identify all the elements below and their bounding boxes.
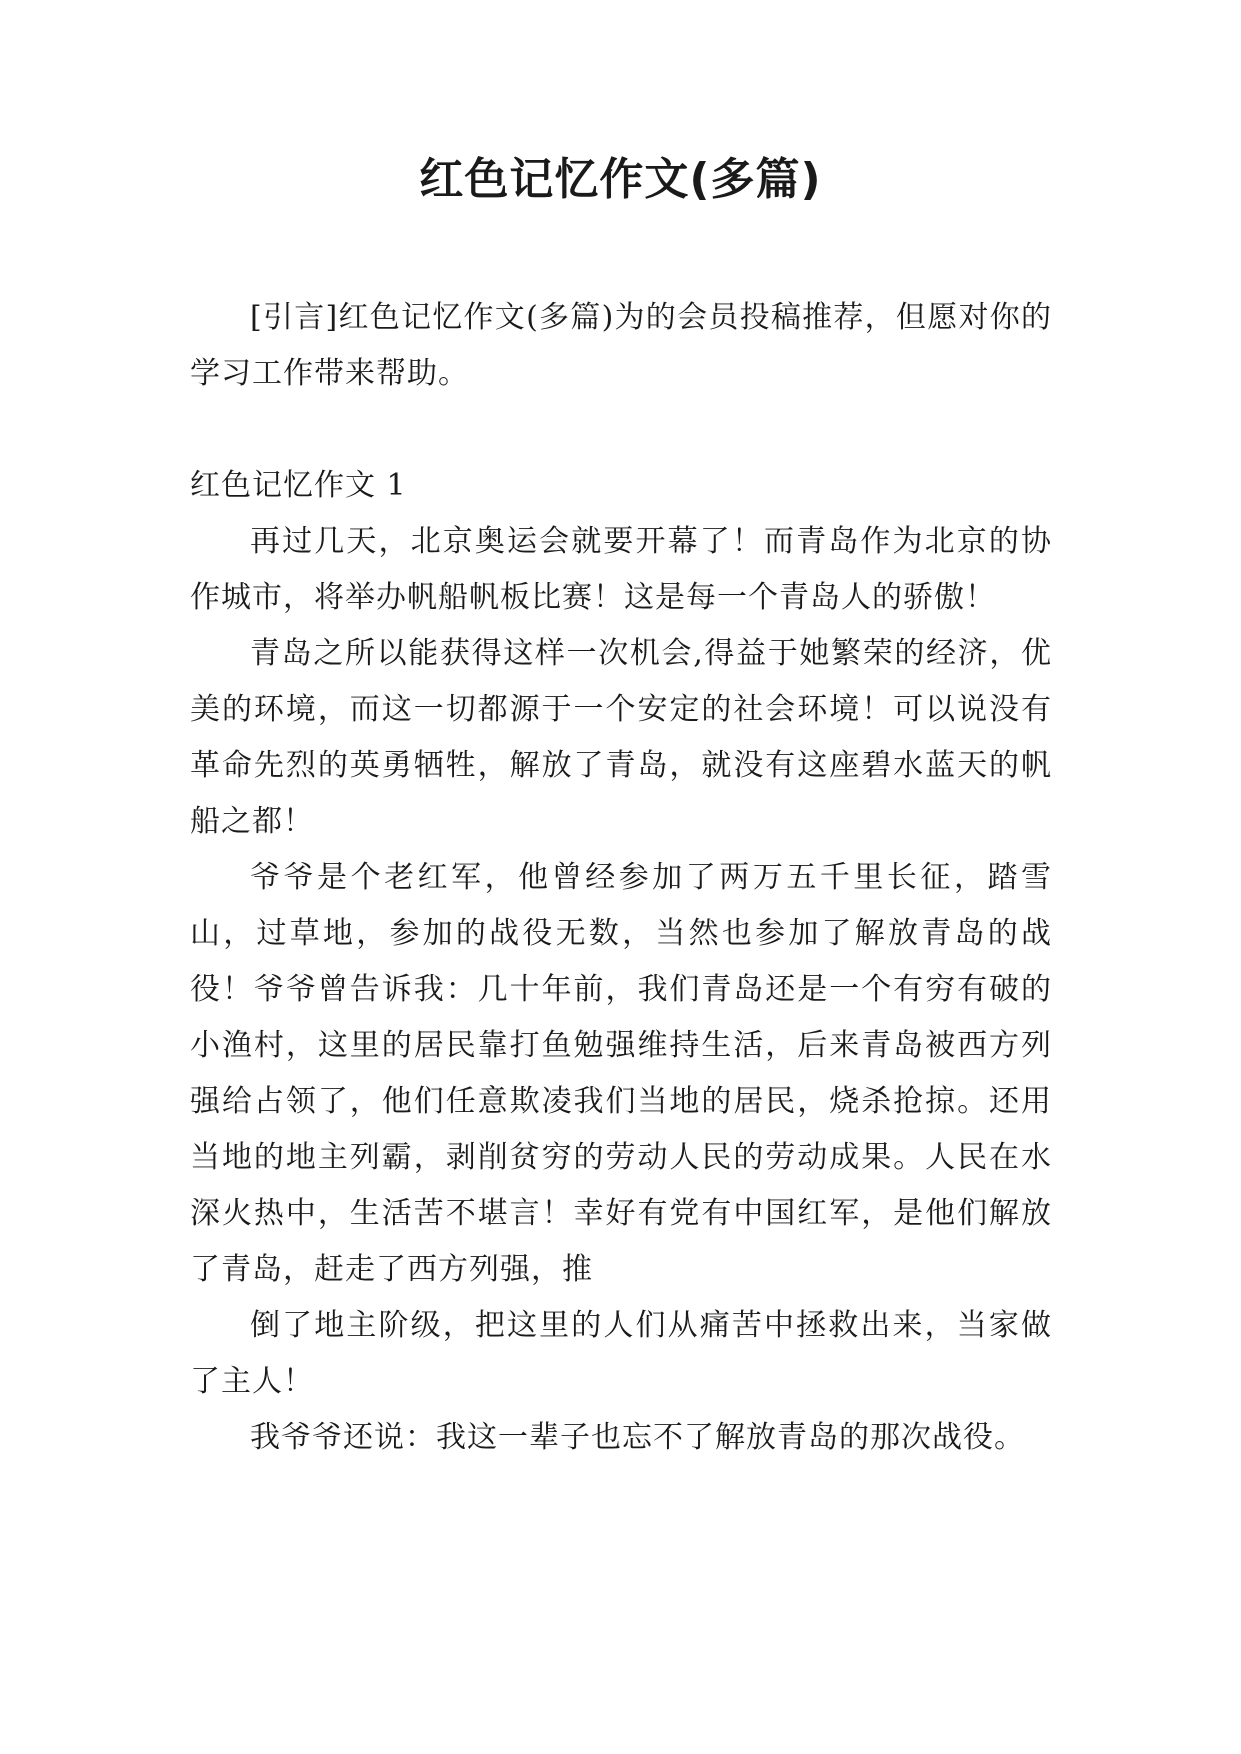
body-paragraph: 青岛之所以能获得这样一次机会,得益于她繁荣的经济，优美的环境，而这一切都源于一个安定的社会环境！可以说没有革命先烈的英勇牺牲，解放了青岛，就没有这座碧水蓝天的帆船之都！ — [190, 636, 1052, 839]
document-title: 红色记忆作文(多篇) — [419, 154, 822, 205]
body-paragraph: 我爷爷还说：我这一辈子也忘不了解放青岛的那次战役。 — [250, 1420, 1025, 1455]
body-paragraph: 再过几天，北京奥运会就要开幕了！而青岛作为北京的协作城市，将举办帆船帆板比赛！这是每一个青岛人的骄傲！ — [190, 524, 1052, 615]
body-paragraph: 爷爷是个老红军，他曾经参加了两万五千里长征，踏雪山，过草地，参加的战役无数，当然也参加了解放青岛的战役！爷爷曾告诉我：几十年前，我们青岛还是一个有穷有破的小渔村，这里的居民靠打鱼勉强维持生活，后来青岛被西方列强给占领了，他们任意欺凌我们当地的居民，烧杀抢掠。还用当地的地主列霸，剥削贫穷的劳动人民的劳动成果。人民在水深火热中，生活苦不堪言！幸好有党有中国红军，是他们解放了青岛，赶走了西方列强，推 — [190, 860, 1052, 1287]
document-body — [190, 290, 1052, 1466]
intro-paragraph: [引言]红色记忆作文(多篇)为的会员投稿推荐，但愿对你的学习工作带来帮助。 — [190, 300, 1052, 391]
section-heading: 红色记忆作文 1 — [190, 468, 407, 503]
body-paragraph: 倒了地主阶级，把这里的人们从痛苦中拯救出来，当家做了主人！ — [190, 1308, 1052, 1399]
